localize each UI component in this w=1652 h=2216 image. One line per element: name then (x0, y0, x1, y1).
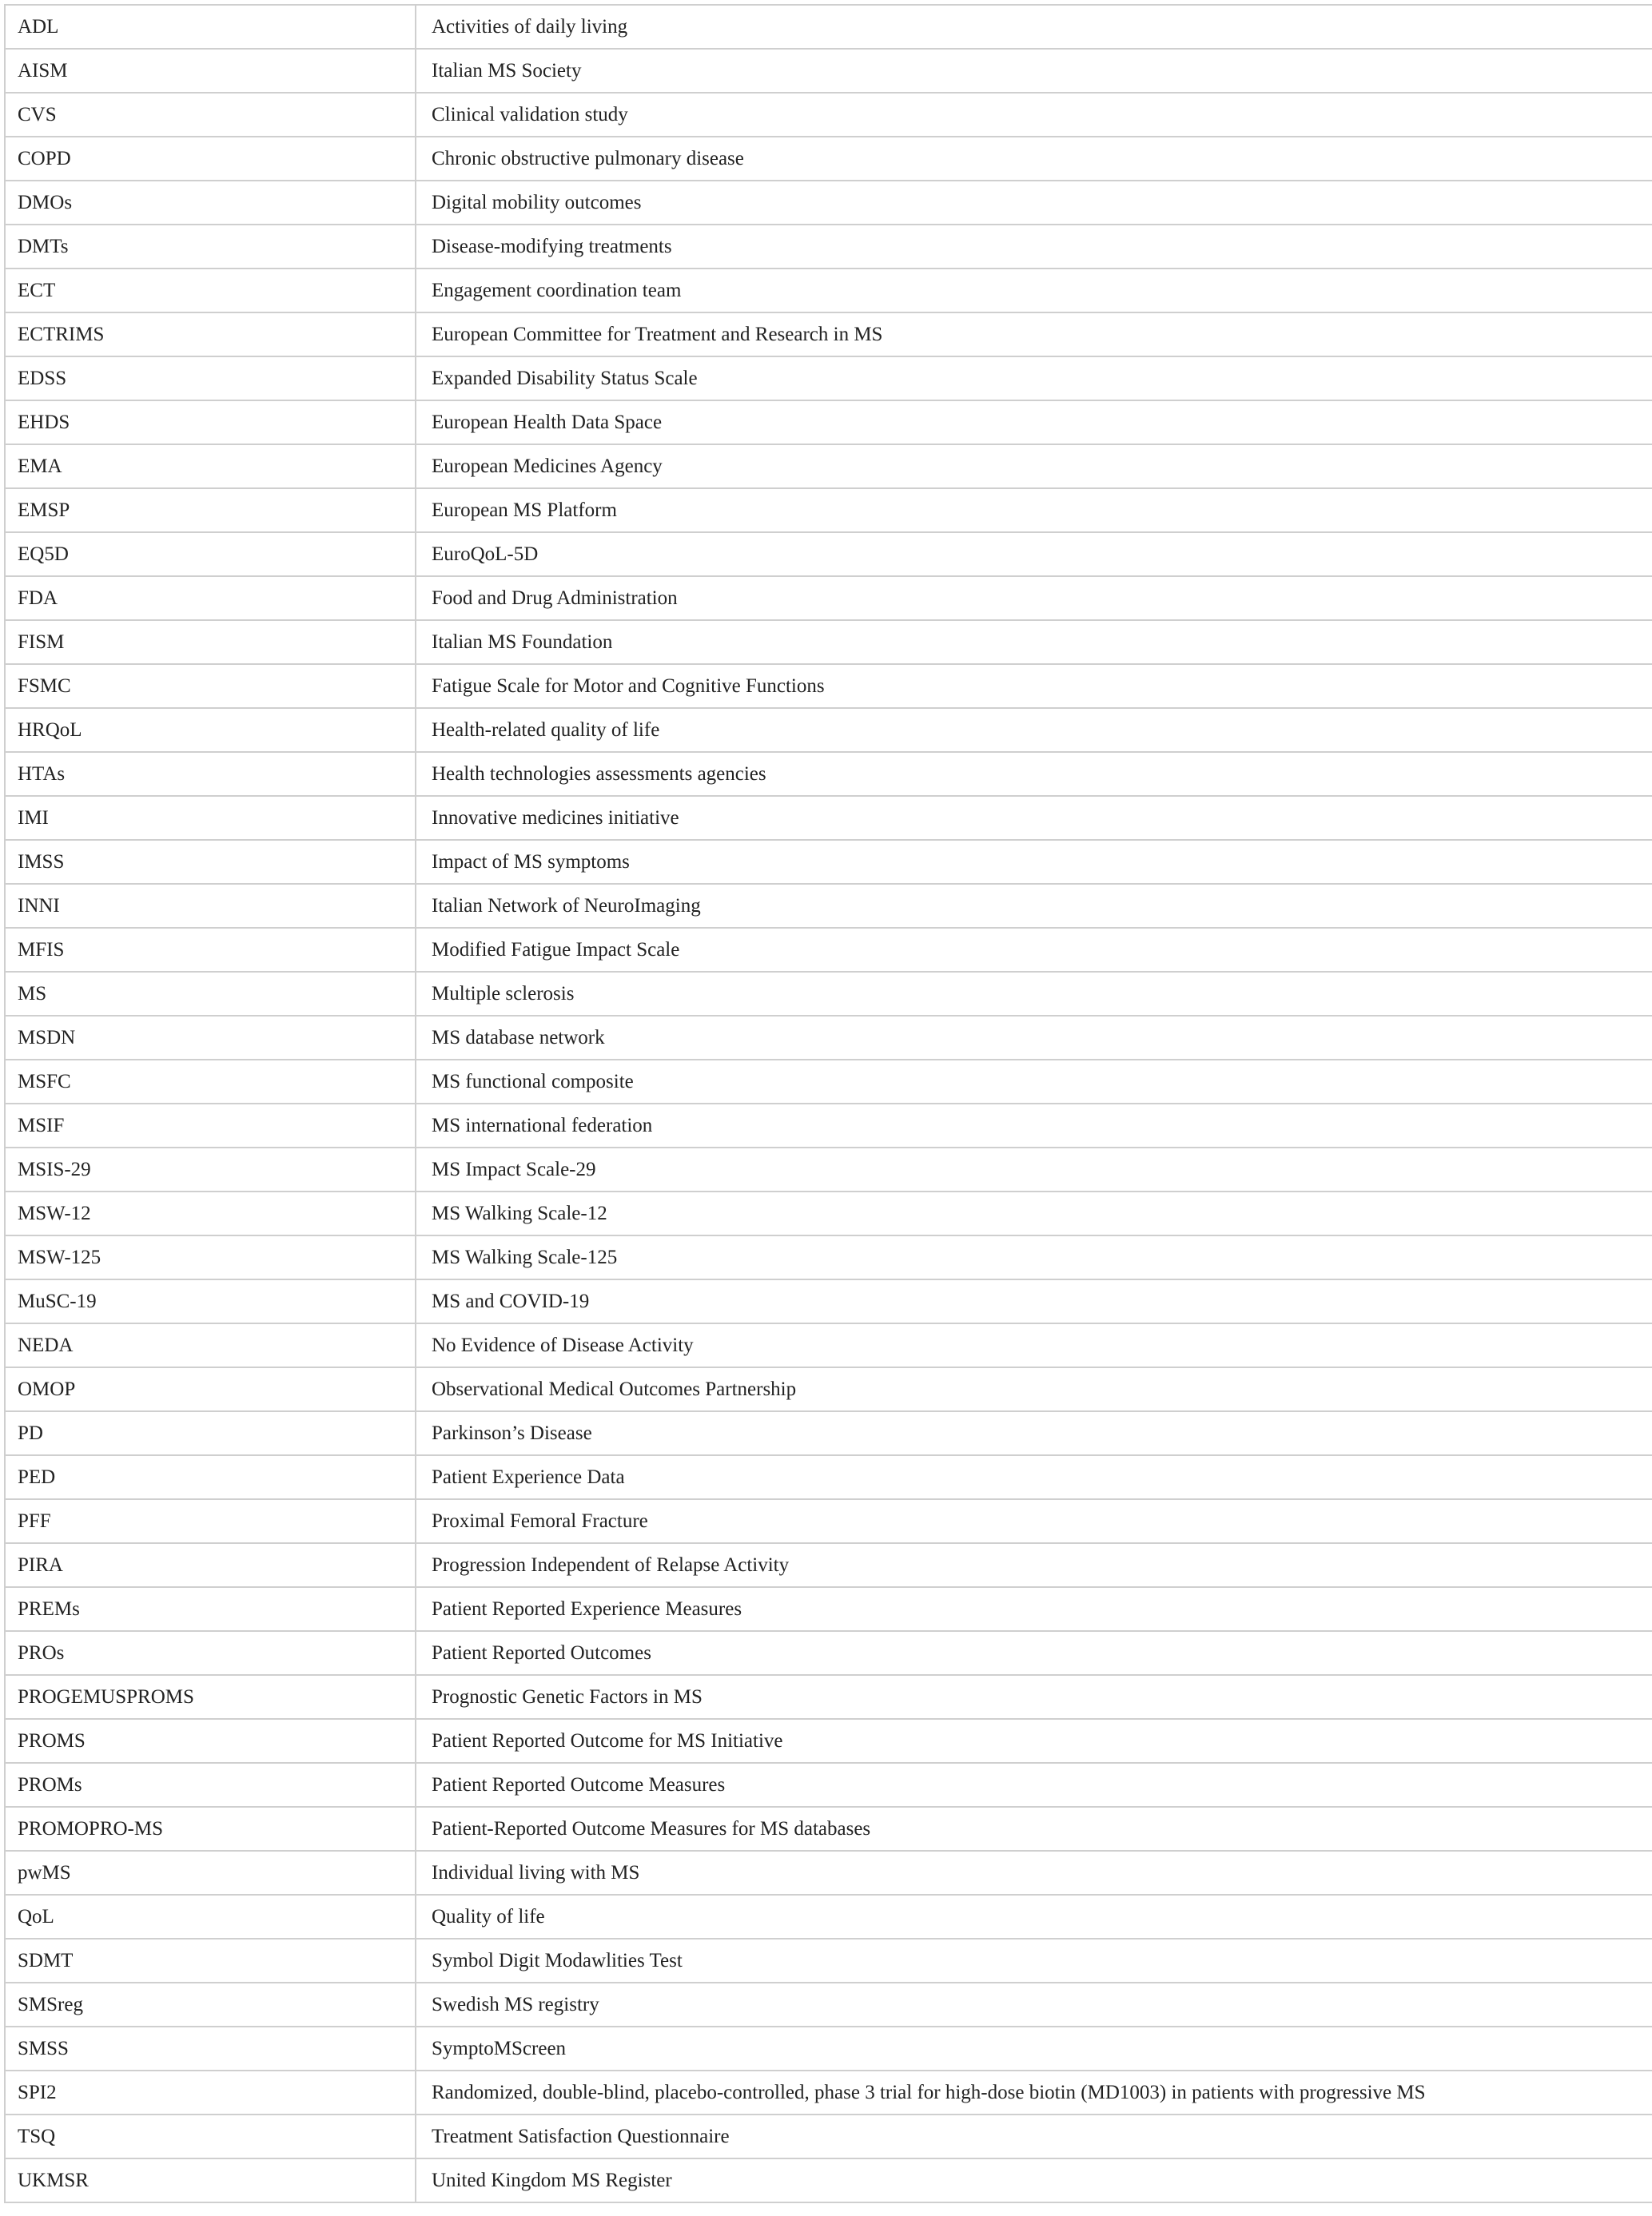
table-row (5, 49, 1652, 93)
table-row (5, 972, 1652, 1016)
abbreviation-cell: TSQ (5, 2115, 416, 2158)
table-row (5, 1587, 1652, 1631)
definition-cell: Swedish MS registry (416, 1983, 1652, 2027)
definition-cell: Health-related quality of life (416, 708, 1652, 752)
abbreviation-cell: PIRA (5, 1543, 416, 1587)
definition-cell: Italian Network of NeuroImaging (416, 884, 1652, 928)
abbreviation-cell: MuSC-19 (5, 1279, 416, 1323)
abbreviation-cell: EDSS (5, 356, 416, 400)
definition-cell: Disease-modifying treatments (416, 225, 1652, 269)
abbreviation-cell: SPI2 (5, 2071, 416, 2115)
table-row (5, 225, 1652, 269)
table-row (5, 137, 1652, 181)
table-row (5, 532, 1652, 576)
table-row (5, 356, 1652, 400)
definition-cell: European Health Data Space (416, 400, 1652, 444)
abbreviation-cell: pwMS (5, 1851, 416, 1895)
definition-cell: Patient Reported Outcome for MS Initiative (416, 1719, 1652, 1763)
definition-cell: Patient Experience Data (416, 1455, 1652, 1499)
table-row (5, 1060, 1652, 1104)
definition-cell: Activities of daily living (416, 5, 1652, 49)
table-row (5, 1323, 1652, 1367)
table-row (5, 1983, 1652, 2027)
abbreviation-cell: HRQoL (5, 708, 416, 752)
table-row (5, 2115, 1652, 2158)
abbreviation-cell: EMSP (5, 488, 416, 532)
definition-cell: EuroQoL-5D (416, 532, 1652, 576)
table-row (5, 796, 1652, 840)
table-row (5, 1016, 1652, 1060)
definition-cell: European Committee for Treatment and Research in MS (416, 312, 1652, 356)
table-row (5, 664, 1652, 708)
definition-cell: SymptoMScreen (416, 2027, 1652, 2071)
table-row (5, 1543, 1652, 1587)
definition-cell: Quality of life (416, 1895, 1652, 1939)
abbreviation-cell: DMOs (5, 181, 416, 225)
abbreviation-cell: IMSS (5, 840, 416, 884)
table-row (5, 752, 1652, 796)
definition-cell: Observational Medical Outcomes Partnership (416, 1367, 1652, 1411)
abbreviations-table (4, 4, 1652, 2203)
definition-cell: Innovative medicines initiative (416, 796, 1652, 840)
abbreviation-cell: CVS (5, 93, 416, 137)
definition-cell: Symbol Digit Modawlities Test (416, 1939, 1652, 1983)
abbreviation-cell: AISM (5, 49, 416, 93)
table-row (5, 884, 1652, 928)
abbreviation-cell: ECT (5, 269, 416, 312)
table-row (5, 928, 1652, 972)
table-row (5, 400, 1652, 444)
definition-cell: Fatigue Scale for Motor and Cognitive Functions (416, 664, 1652, 708)
abbreviation-cell: UKMSR (5, 2158, 416, 2202)
abbreviation-cell: QoL (5, 1895, 416, 1939)
definition-cell: Patient Reported Outcome Measures (416, 1763, 1652, 1807)
abbreviation-cell: INNI (5, 884, 416, 928)
definition-cell: Patient-Reported Outcome Measures for MS databases (416, 1807, 1652, 1851)
abbreviation-cell: HTAs (5, 752, 416, 796)
table-row (5, 1939, 1652, 1983)
table-row (5, 181, 1652, 225)
abbreviation-cell: ADL (5, 5, 416, 49)
abbreviation-cell: MSFC (5, 1060, 416, 1104)
table-row (5, 1895, 1652, 1939)
table-row (5, 1763, 1652, 1807)
table-row (5, 488, 1652, 532)
definition-cell: European MS Platform (416, 488, 1652, 532)
abbreviation-cell: OMOP (5, 1367, 416, 1411)
abbreviation-cell: DMTs (5, 225, 416, 269)
table-row (5, 1455, 1652, 1499)
definition-cell: No Evidence of Disease Activity (416, 1323, 1652, 1367)
table-row (5, 269, 1652, 312)
table-row (5, 2027, 1652, 2071)
table-row (5, 840, 1652, 884)
abbreviation-cell: PROs (5, 1631, 416, 1675)
abbreviation-cell: MFIS (5, 928, 416, 972)
abbreviation-cell: PROMOPRO-MS (5, 1807, 416, 1851)
abbreviation-cell: PED (5, 1455, 416, 1499)
definition-cell: Italian MS Society (416, 49, 1652, 93)
abbreviation-cell: ECTRIMS (5, 312, 416, 356)
abbreviation-cell: FDA (5, 576, 416, 620)
definition-cell: Health technologies assessments agencies (416, 752, 1652, 796)
definition-cell: MS database network (416, 1016, 1652, 1060)
definition-cell: Italian MS Foundation (416, 620, 1652, 664)
abbreviation-cell: PROGEMUSPROMS (5, 1675, 416, 1719)
table-row (5, 1719, 1652, 1763)
definition-cell: Treatment Satisfaction Questionnaire (416, 2115, 1652, 2158)
definition-cell: MS and COVID-19 (416, 1279, 1652, 1323)
definition-cell: Randomized, double-blind, placebo-controlled, phase 3 trial for high-dose biotin (MD1003) in patients with progressive MS (416, 2071, 1652, 2115)
table-row (5, 2071, 1652, 2115)
table-row (5, 576, 1652, 620)
abbreviation-cell: PROMs (5, 1763, 416, 1807)
table-row (5, 1411, 1652, 1455)
definition-cell: Multiple sclerosis (416, 972, 1652, 1016)
definition-cell: Prognostic Genetic Factors in MS (416, 1675, 1652, 1719)
definition-cell: Individual living with MS (416, 1851, 1652, 1895)
table-row (5, 1499, 1652, 1543)
definition-cell: United Kingdom MS Register (416, 2158, 1652, 2202)
abbreviation-cell: MS (5, 972, 416, 1016)
table-row (5, 1851, 1652, 1895)
abbreviation-cell: FSMC (5, 664, 416, 708)
abbreviation-cell: SMSS (5, 2027, 416, 2071)
table-row (5, 312, 1652, 356)
definition-cell: MS Impact Scale-29 (416, 1148, 1652, 1192)
abbreviation-cell: PROMS (5, 1719, 416, 1763)
table-row (5, 2158, 1652, 2202)
definition-cell: Food and Drug Administration (416, 576, 1652, 620)
abbreviation-cell: PD (5, 1411, 416, 1455)
abbreviation-cell: EQ5D (5, 532, 416, 576)
abbreviations-table-body (5, 5, 1652, 2202)
abbreviation-cell: SMSreg (5, 1983, 416, 2027)
definition-cell: Engagement coordination team (416, 269, 1652, 312)
abbreviation-cell: MSIF (5, 1104, 416, 1148)
abbreviation-cell: SDMT (5, 1939, 416, 1983)
table-row (5, 444, 1652, 488)
definition-cell: Modified Fatigue Impact Scale (416, 928, 1652, 972)
definition-cell: Parkinson’s Disease (416, 1411, 1652, 1455)
table-row (5, 1675, 1652, 1719)
abbreviation-cell: NEDA (5, 1323, 416, 1367)
table-row (5, 1192, 1652, 1235)
definition-cell: Proximal Femoral Fracture (416, 1499, 1652, 1543)
abbreviation-cell: EHDS (5, 400, 416, 444)
table-row (5, 1367, 1652, 1411)
abbreviation-cell: COPD (5, 137, 416, 181)
table-row (5, 620, 1652, 664)
abbreviation-cell: PFF (5, 1499, 416, 1543)
definition-cell: Progression Independent of Relapse Activity (416, 1543, 1652, 1587)
definition-cell: Digital mobility outcomes (416, 181, 1652, 225)
definition-cell: Patient Reported Experience Measures (416, 1587, 1652, 1631)
table-row (5, 1104, 1652, 1148)
abbreviation-cell: MSDN (5, 1016, 416, 1060)
abbreviation-cell: EMA (5, 444, 416, 488)
abbreviation-cell: IMI (5, 796, 416, 840)
table-row (5, 1279, 1652, 1323)
definition-cell: Impact of MS symptoms (416, 840, 1652, 884)
definition-cell: Chronic obstructive pulmonary disease (416, 137, 1652, 181)
definition-cell: Expanded Disability Status Scale (416, 356, 1652, 400)
table-row (5, 93, 1652, 137)
definition-cell: MS Walking Scale-125 (416, 1235, 1652, 1279)
abbreviation-cell: MSW-125 (5, 1235, 416, 1279)
definition-cell: MS functional composite (416, 1060, 1652, 1104)
abbreviation-cell: FISM (5, 620, 416, 664)
table-row (5, 1631, 1652, 1675)
definition-cell: European Medicines Agency (416, 444, 1652, 488)
abbreviation-cell: PREMs (5, 1587, 416, 1631)
definition-cell: MS international federation (416, 1104, 1652, 1148)
table-row (5, 1807, 1652, 1851)
table-row (5, 1235, 1652, 1279)
table-row (5, 1148, 1652, 1192)
abbreviation-cell: MSIS-29 (5, 1148, 416, 1192)
definition-cell: Clinical validation study (416, 93, 1652, 137)
abbreviation-cell: MSW-12 (5, 1192, 416, 1235)
table-row (5, 708, 1652, 752)
definition-cell: Patient Reported Outcomes (416, 1631, 1652, 1675)
table-row (5, 5, 1652, 49)
definition-cell: MS Walking Scale-12 (416, 1192, 1652, 1235)
